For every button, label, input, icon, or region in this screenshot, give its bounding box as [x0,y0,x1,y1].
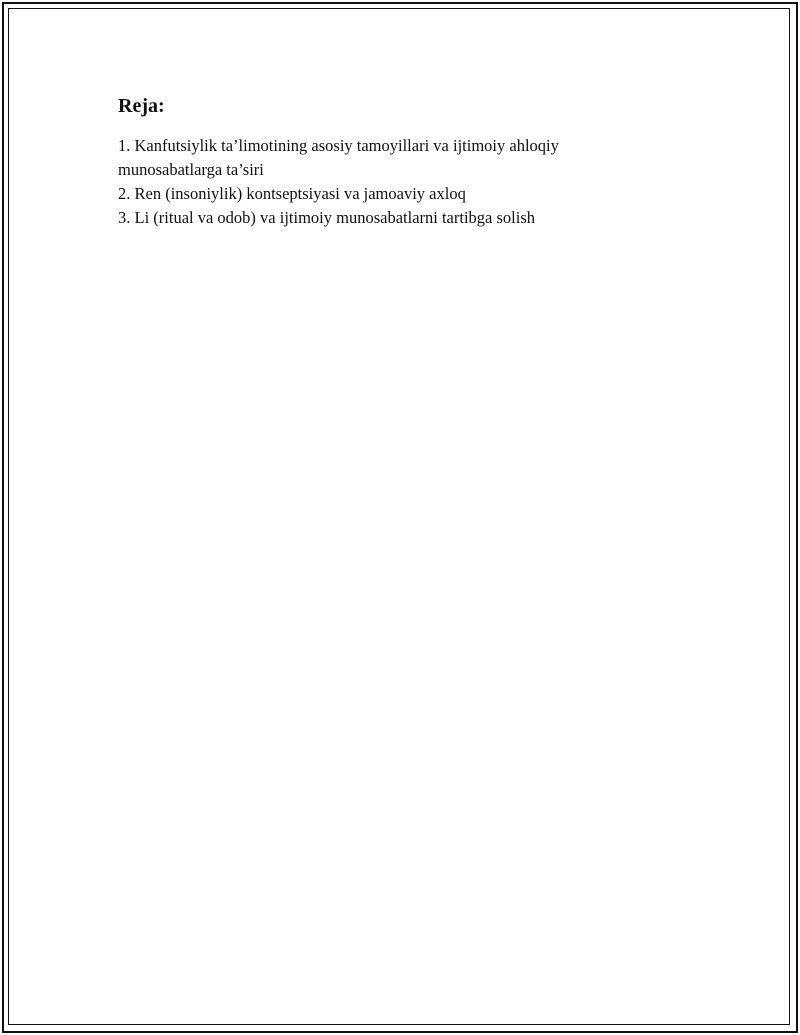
plan-item-3: 3. Li (ritual va odob) va ijtimoiy munosabatlarni tartibga solish [118,208,536,227]
plan-item-1: 1. Kanfutsiylik ta’limotining asosiy tamoyillari va ijtimoiy ahloqiy munosabatlarga ta’siri [118,136,559,179]
plan-heading: Reja: [118,95,165,117]
document-body [118,94,638,230]
plan-item-2: 2. Ren (insoniylik) kontseptsiyasi va jamoaviy axloq [118,184,466,203]
plan-list [118,134,638,230]
